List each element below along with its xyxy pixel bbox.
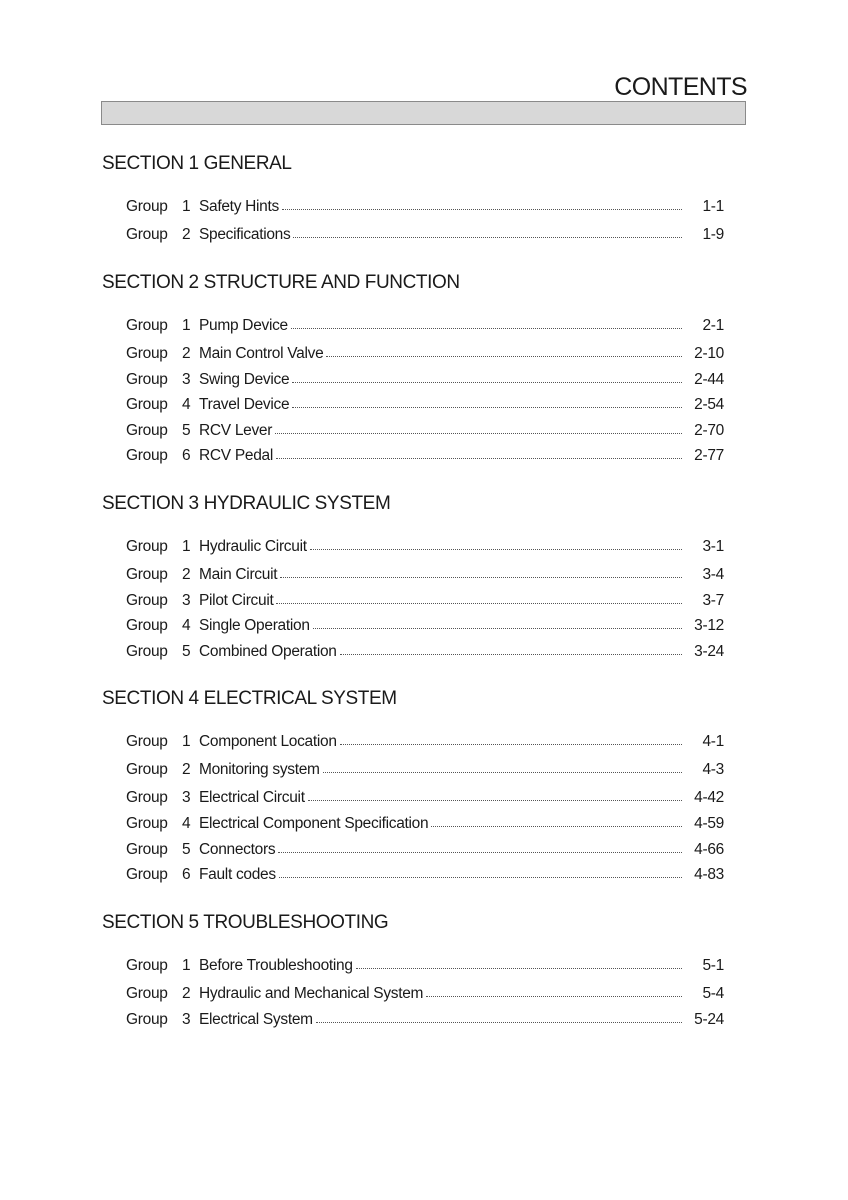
dot-leader — [280, 576, 682, 578]
entry-title: Fault codes — [199, 866, 276, 883]
entry-title: Main Control Valve — [199, 345, 324, 362]
group-number: 1 — [182, 538, 191, 555]
entry-title: RCV Pedal — [199, 447, 273, 464]
entry-title: RCV Lever — [199, 422, 273, 439]
entry-title: Electrical Component Specification — [199, 815, 429, 832]
page-number: 4-59 — [694, 815, 724, 832]
section-3 — [102, 492, 742, 660]
dot-leader — [340, 653, 682, 655]
toc-entry[interactable] — [126, 643, 724, 663]
entry-title: Electrical System — [199, 1011, 313, 1028]
toc-entry[interactable] — [126, 198, 724, 218]
entry-title: Safety Hints — [199, 198, 279, 215]
page-number: 5-24 — [694, 1011, 724, 1028]
entry-title: Pump Device — [199, 317, 288, 334]
group-label: Group — [126, 317, 168, 334]
page-number: 3-12 — [694, 617, 724, 634]
group-number: 4 — [182, 617, 191, 634]
toc-entry[interactable] — [126, 1011, 724, 1031]
group-label: Group — [126, 371, 168, 388]
toc-entry[interactable] — [126, 985, 724, 1005]
toc-entry[interactable] — [126, 566, 724, 586]
dot-leader — [316, 1021, 682, 1023]
page-number: 2-77 — [694, 447, 724, 464]
dot-leader — [276, 602, 682, 604]
toc-entry[interactable] — [126, 226, 724, 246]
toc-entry[interactable] — [126, 789, 724, 809]
entry-title: Swing Device — [199, 371, 290, 388]
entry-title: Combined Operation — [199, 643, 337, 660]
group-number: 2 — [182, 761, 191, 778]
entry-title: Specifications — [199, 226, 291, 243]
group-number: 3 — [182, 1011, 191, 1028]
group-label: Group — [126, 592, 168, 609]
dot-leader — [275, 432, 682, 434]
page-number: 3-24 — [694, 643, 724, 660]
dot-leader — [326, 355, 682, 357]
group-number: 1 — [182, 733, 191, 750]
group-number: 5 — [182, 841, 191, 858]
page-number: 2-44 — [694, 371, 724, 388]
section-heading: SECTION 5 TROUBLESHOOTING — [102, 912, 389, 933]
entry-title: Hydraulic and Mechanical System — [199, 985, 424, 1002]
group-label: Group — [126, 841, 168, 858]
group-label: Group — [126, 447, 168, 464]
group-label: Group — [126, 733, 168, 750]
page-number: 4-1 — [702, 733, 724, 750]
entry-title: Monitoring system — [199, 761, 320, 778]
group-label: Group — [126, 866, 168, 883]
group-number: 2 — [182, 566, 191, 583]
entry-title: Hydraulic Circuit — [199, 538, 307, 555]
group-label: Group — [126, 815, 168, 832]
page-number: 1-9 — [702, 226, 724, 243]
group-label: Group — [126, 566, 168, 583]
toc-entry[interactable] — [126, 371, 724, 391]
page-number: 4-66 — [694, 841, 724, 858]
dot-leader — [310, 548, 682, 550]
dot-leader — [356, 967, 682, 969]
toc-entry[interactable] — [126, 761, 724, 781]
dot-leader — [340, 743, 682, 745]
group-number: 3 — [182, 371, 191, 388]
group-number: 6 — [182, 866, 191, 883]
section-heading: SECTION 3 HYDRAULIC SYSTEM — [102, 493, 391, 514]
toc-entry[interactable] — [126, 815, 724, 835]
group-number: 3 — [182, 789, 191, 806]
group-number: 4 — [182, 815, 191, 832]
page-number: 2-10 — [694, 345, 724, 362]
toc-entry[interactable] — [126, 447, 724, 467]
dot-leader — [308, 799, 682, 801]
group-number: 1 — [182, 957, 191, 974]
page-number: 5-1 — [702, 957, 724, 974]
dot-leader — [279, 876, 682, 878]
toc-entry[interactable] — [126, 317, 724, 337]
page-number: 3-7 — [702, 592, 724, 609]
group-number: 1 — [182, 317, 191, 334]
page-number: 1-1 — [702, 198, 724, 215]
dot-leader — [276, 457, 682, 459]
page-number: 4-83 — [694, 866, 724, 883]
group-number: 1 — [182, 198, 191, 215]
group-label: Group — [126, 198, 168, 215]
group-number: 6 — [182, 447, 191, 464]
group-number: 3 — [182, 592, 191, 609]
dot-leader — [313, 627, 682, 629]
page-number: 5-4 — [702, 985, 724, 1002]
page-number: 4-42 — [694, 789, 724, 806]
section-5 — [102, 911, 742, 1028]
entry-title: Travel Device — [199, 396, 290, 413]
entry-title: Electrical Circuit — [199, 789, 305, 806]
group-label: Group — [126, 985, 168, 1002]
toc-entry[interactable] — [126, 733, 724, 753]
section-heading: SECTION 2 STRUCTURE AND FUNCTION — [102, 272, 460, 293]
toc-entry[interactable] — [126, 841, 724, 861]
group-number: 2 — [182, 345, 191, 362]
toc-entry[interactable] — [126, 345, 724, 365]
toc-entry[interactable] — [126, 592, 724, 612]
entry-title: Before Troubleshooting — [199, 957, 353, 974]
group-label: Group — [126, 345, 168, 362]
page-number: 2-1 — [702, 317, 724, 334]
dot-leader — [426, 995, 682, 997]
toc-entry[interactable] — [126, 617, 724, 637]
group-label: Group — [126, 1011, 168, 1028]
dot-leader — [292, 406, 682, 408]
section-1 — [102, 152, 742, 243]
entry-title: Connectors — [199, 841, 276, 858]
entry-title: Single Operation — [199, 617, 310, 634]
title-bar — [101, 101, 746, 125]
page-number: 3-1 — [702, 538, 724, 555]
section-4 — [102, 687, 742, 883]
group-label: Group — [126, 957, 168, 974]
section-heading: SECTION 1 GENERAL — [102, 153, 292, 174]
group-label: Group — [126, 422, 168, 439]
page-number: 2-54 — [694, 396, 724, 413]
page-number: 4-3 — [702, 761, 724, 778]
group-label: Group — [126, 643, 168, 660]
group-number: 5 — [182, 643, 191, 660]
dot-leader — [292, 381, 682, 383]
dot-leader — [278, 851, 682, 853]
page-number: 2-70 — [694, 422, 724, 439]
group-label: Group — [126, 761, 168, 778]
group-number: 4 — [182, 396, 191, 413]
group-label: Group — [126, 538, 168, 555]
page-number: 3-4 — [702, 566, 724, 583]
page-title: CONTENTS — [614, 73, 747, 101]
group-number: 2 — [182, 226, 191, 243]
group-number: 5 — [182, 422, 191, 439]
entry-title: Component Location — [199, 733, 337, 750]
group-label: Group — [126, 396, 168, 413]
dot-leader — [431, 825, 682, 827]
dot-leader — [293, 236, 682, 238]
group-label: Group — [126, 226, 168, 243]
group-number: 2 — [182, 985, 191, 1002]
dot-leader — [323, 771, 682, 773]
toc-entry[interactable] — [126, 538, 724, 558]
entry-title: Main Circuit — [199, 566, 278, 583]
dot-leader — [282, 208, 682, 210]
dot-leader — [291, 327, 682, 329]
group-label: Group — [126, 789, 168, 806]
toc-entry[interactable] — [126, 422, 724, 442]
toc-entry[interactable] — [126, 396, 724, 416]
entry-title: Pilot Circuit — [199, 592, 274, 609]
section-2 — [102, 271, 742, 464]
group-label: Group — [126, 617, 168, 634]
toc-entry[interactable] — [126, 957, 724, 977]
section-heading: SECTION 4 ELECTRICAL SYSTEM — [102, 688, 397, 709]
toc-entry[interactable] — [126, 866, 724, 886]
